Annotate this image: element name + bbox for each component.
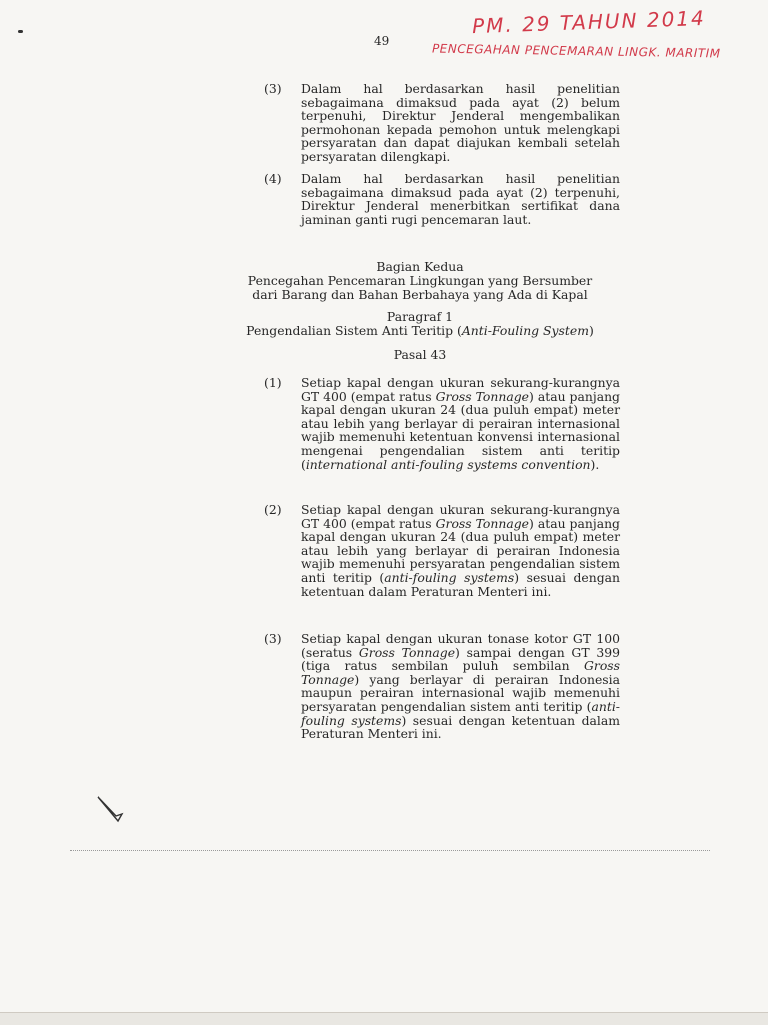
paragraf-subtitle-end: ): [588, 323, 594, 338]
pen-mark-icon: [96, 794, 126, 824]
handwritten-note-topic: PENCEGAHAN PENCEMARAN LINGK. MARITIM: [431, 41, 721, 61]
clause-text-run: Setiap kapal dengan ukuran tonase kotor GT 100 (seratus: [301, 631, 620, 660]
clause-text-run: ) atau panjang kapal dengan ukuran 24 (dua puluh empat) meter atau lebih yang berlayar di perairan internasional wajib memenuhi ketentuan konvensi internasional mengenai pengendalian sistem anti teritip (: [301, 388, 620, 472]
clause-a-4: [264, 172, 620, 226]
clause-text-run: Setiap kapal dengan ukuran sekurang-kurangnya GT 400 (empat ratus: [301, 375, 620, 404]
clause-text-run: ) sesuai dengan ketentuan dalam Peraturan Menteri ini.: [301, 569, 621, 599]
clause-number: (3): [264, 631, 282, 646]
clause-b-1: [264, 376, 620, 471]
clause-text-run: ) yang berlayar di perairan Indonesia maupun perairan internasional wajib memenuhi persyaratan pengendalian sistem anti teritip (: [301, 671, 620, 714]
italic-term: Gross Tonnage: [435, 515, 529, 531]
italic-term: anti-fouling systems: [384, 569, 515, 585]
clause-text: [301, 503, 620, 598]
clause-b-3: [264, 632, 620, 741]
page-divider: [70, 850, 710, 851]
page-number: 49: [374, 34, 390, 48]
clause-text-run: ) atau panjang kapal dengan ukuran 24 (dua puluh empat) meter atau lebih yang berlayar di perairan Indonesia wajib memenuhi persyaratan pengendalian sistem anti teritip (: [301, 515, 620, 585]
bagian-title: Bagian Kedua: [376, 259, 464, 274]
clause-text-run: ) sampai dengan GT 399 (tiga ratus sembilan puluh sembilan: [301, 644, 620, 674]
italic-term: Gross Tonnage: [301, 658, 620, 687]
clause-number: (2): [264, 502, 282, 517]
clause-text: Dalam hal berdasarkan hasil penelitian sebagaimana dimaksud pada ayat (2) terpenuhi, Direktur Jenderal menerbitkan sertifikat dana jaminan ganti rugi pencemaran laut.: [301, 171, 620, 227]
paragraf-subtitle-italic: Anti-Fouling System: [461, 323, 589, 338]
bagian-subtitle-2: dari Barang dan Bahan Berbahaya yang Ada di Kapal: [252, 287, 588, 302]
clause-text: [301, 376, 620, 471]
handwritten-note-regulation: PM. 29 TAHUN 2014: [471, 5, 707, 39]
italic-term: Gross Tonnage: [358, 644, 456, 660]
clause-text: [301, 632, 620, 741]
clause-b-2: [264, 503, 620, 598]
clause-text-run: ).: [590, 456, 600, 472]
scan-speck: [18, 30, 23, 33]
clause-a-3: [264, 82, 620, 164]
paragraf-title: Paragraf 1: [386, 309, 454, 324]
clause-text-run: Setiap kapal dengan ukuran sekurang-kurangnya GT 400 (empat ratus: [301, 502, 620, 531]
clause-text: Dalam hal berdasarkan hasil penelitian sebagaimana dimaksud pada ayat (2) belum terpenuhi, Direktur Jenderal mengembalikan permohonan kepada pemohon untuk melengkapi persyaratan dan dapat diajukan kembali setelah persyaratan dilengkapi.: [301, 81, 620, 164]
scan-bottom-edge: [0, 1012, 768, 1025]
italic-term: Gross Tonnage: [435, 388, 529, 404]
clause-number: (4): [264, 171, 282, 186]
bagian-subtitle-1: Pencegahan Pencemaran Lingkungan yang Bersumber: [247, 273, 593, 288]
paragraf-subtitle: [180, 324, 660, 338]
clause-number: (3): [264, 81, 282, 96]
paragraf-subtitle-text: Pengendalian Sistem Anti Teritip (: [246, 323, 462, 338]
italic-term: anti-fouling systems: [301, 698, 620, 728]
italic-term: international anti-fouling systems convention: [305, 456, 591, 472]
pasal-title: Pasal 43: [393, 347, 447, 362]
clause-number: (1): [264, 375, 282, 390]
clause-text-run: ) sesuai dengan ketentuan dalam Peraturan Menteri ini.: [301, 712, 620, 742]
